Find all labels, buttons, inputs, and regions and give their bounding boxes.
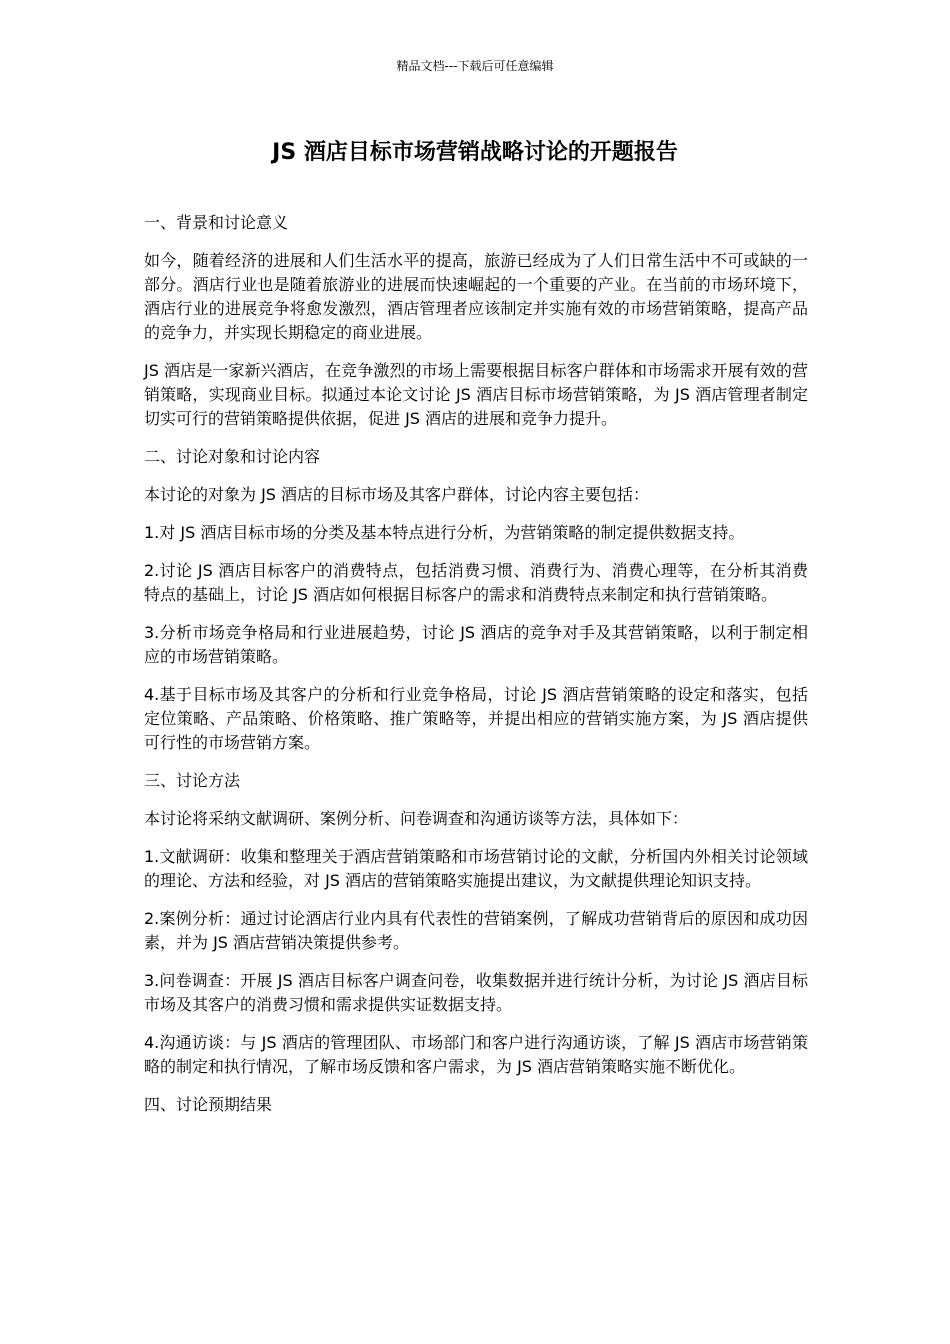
paragraph-object-intro: 本讨论的对象为 JS 酒店的目标市场及其客户群体，讨论内容主要包括：: [144, 485, 650, 504]
list-item-content-1: 1.对 JS 酒店目标市场的分类及基本特点进行分析，为营销策略的制定提供数据支持。: [144, 523, 745, 542]
paragraph-background-1: 如今，随着经济的进展和人们生活水平的提高，旅游已经成为了人们日常生活中不可或缺的一部分。酒店行业也是随着旅游业的进展而快速崛起的一个重要的产业。在当前的市场环境下，酒店行业的进展竞争将愈发激烈，酒店管理者应该制定并实施有效的市场营销策略，提高产品的竞争力，并实现长期稳定的商业进展。: [144, 251, 808, 342]
header-note: 精品文档---下载后可任意编辑: [396, 59, 554, 73]
document-title: JS 酒店目标市场营销战略讨论的开题报告: [272, 140, 678, 165]
section-heading-methods: 三、讨论方法: [144, 771, 241, 790]
section-heading-background: 一、背景和讨论意义: [144, 213, 289, 232]
list-item-method-3: 3.问卷调查：开展 JS 酒店目标客户调查问卷，收集数据并进行统计分析，为讨论 JS 酒店目标市场及其客户的消费习惯和需求提供实证数据支持。: [144, 971, 808, 1014]
section-heading-object: 二、讨论对象和讨论内容: [144, 447, 321, 466]
paragraph-background-2: JS 酒店是一家新兴酒店，在竞争激烈的市场上需要根据目标客户群体和市场需求开展有效的营销策略，实现商业目标。拟通过本论文讨论 JS 酒店目标市场营销策略，为 JS 酒店管理者制定切实可行的营销策略提供依据，促进 JS 酒店的进展和竞争力提升。: [144, 361, 808, 428]
list-item-method-4: 4.沟通访谈：与 JS 酒店的管理团队、市场部门和客户进行沟通访谈，了解 JS 酒店市场营销策略的制定和执行情况，了解市场反馈和客户需求，为 JS 酒店营销策略实施不断优化。: [144, 1033, 808, 1076]
list-item-content-2: 2.讨论 JS 酒店目标客户的消费特点，包括消费习惯、消费行为、消费心理等，在分析其消费特点的基础上，讨论 JS 酒店如何根据目标客户的需求和消费特点来制定和执行营销策略。: [144, 561, 808, 604]
paragraph-methods-intro: 本讨论将采纳文献调研、案例分析、问卷调查和沟通访谈等方法，具体如下：: [144, 809, 689, 828]
list-item-method-2: 2.案例分析：通过讨论酒店行业内具有代表性的营销案例，了解成功营销背后的原因和成功因素，并为 JS 酒店营销决策提供参考。: [144, 909, 808, 952]
list-item-content-4: 4.基于目标市场及其客户的分析和行业竞争格局，讨论 JS 酒店营销策略的设定和落实，包括定位策略、产品策略、价格策略、推广策略等，并提出相应的营销实施方案，为 JS 酒店提供可行性的市场营销方案。: [144, 685, 808, 752]
list-item-content-3: 3.分析市场竞争格局和行业进展趋势，讨论 JS 酒店的竞争对手及其营销策略，以利于制定相应的市场营销策略。: [144, 623, 808, 666]
section-heading-results: 四、讨论预期结果: [144, 1095, 273, 1114]
document-body: [144, 211, 808, 1131]
list-item-method-1: 1.文献调研：收集和整理关于酒店营销策略和市场营销讨论的文献，分析国内外相关讨论领域的理论、方法和经验，对 JS 酒店的营销策略实施提出建议，为文献提供理论知识支持。: [144, 847, 808, 890]
